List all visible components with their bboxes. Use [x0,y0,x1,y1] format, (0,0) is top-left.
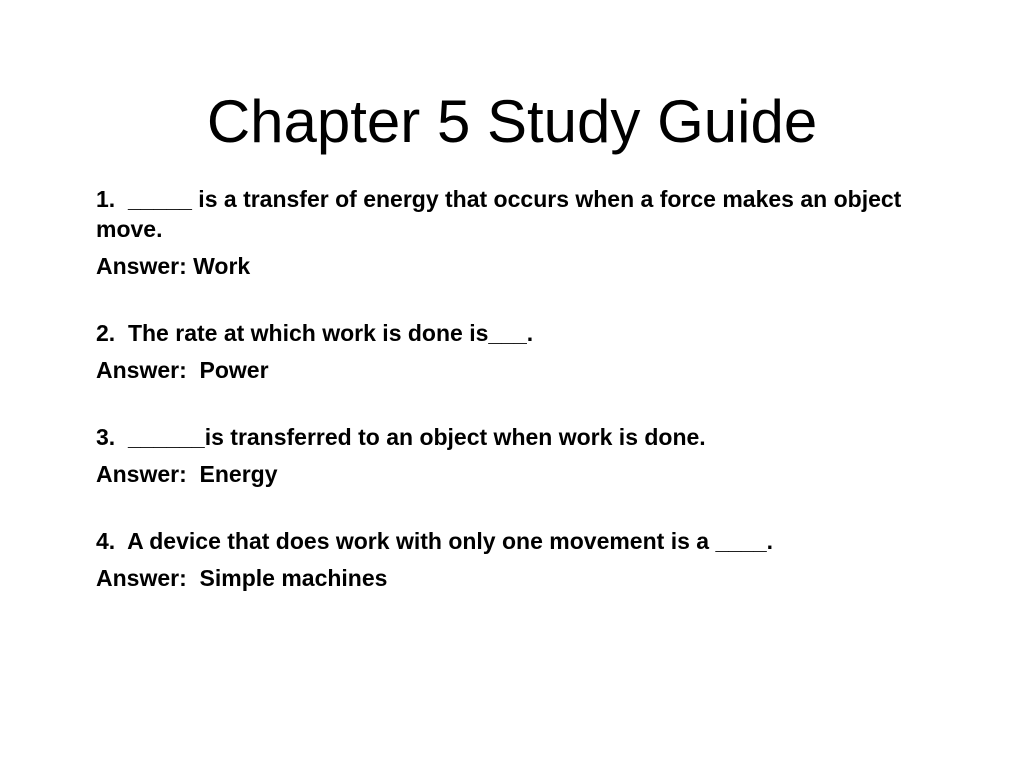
question-text: 2. The rate at which work is done is___. [96,320,534,346]
answer-text: Answer: Power [96,357,269,383]
question-item-3 [96,422,936,489]
answer-text: Answer: Work [96,253,251,279]
question-list [96,184,936,630]
answer-text: Answer: Simple machines [96,565,388,591]
question-text: 4. A device that does work with only one movement is a ____. [96,528,774,554]
question-text: 1. _____ is a transfer of energy that occurs when a force makes an object move. [96,186,908,242]
question-item-1 [96,184,936,281]
question-text: 3. ______is transferred to an object when work is done. [96,424,706,450]
slide-title: Chapter 5 Study Guide [206,88,818,155]
question-item-4 [96,526,936,593]
question-item-2 [96,318,936,385]
answer-text: Answer: Energy [96,461,278,487]
